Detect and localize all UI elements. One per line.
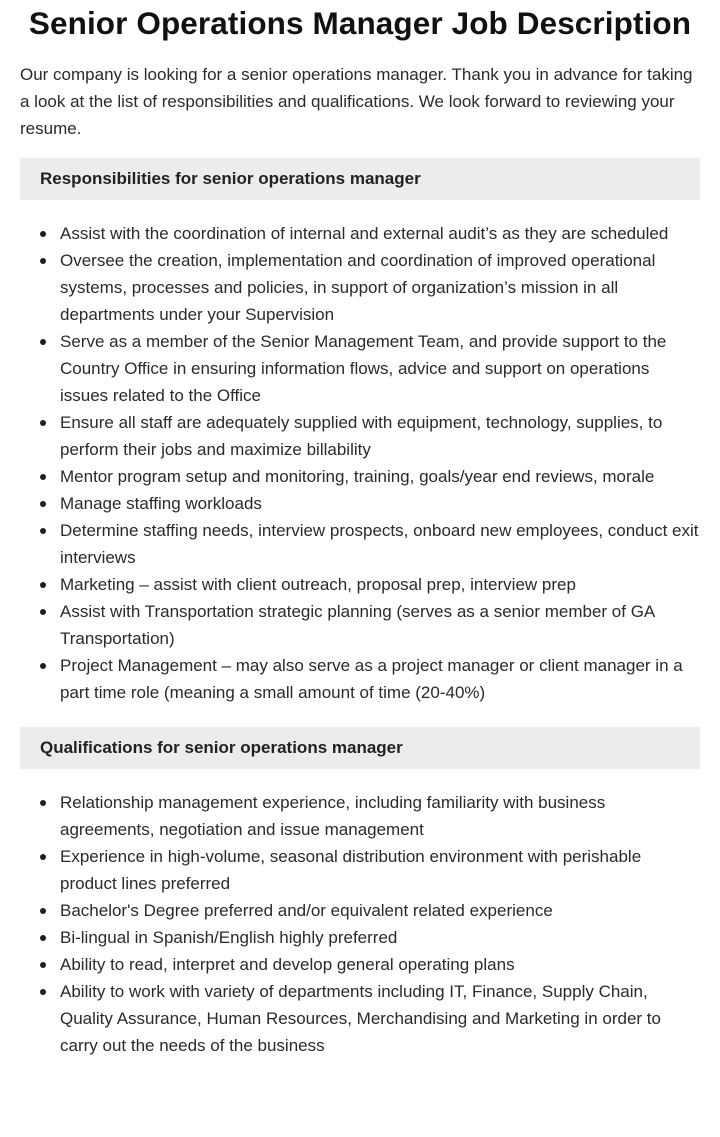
list-item: Relationship management experience, including familiarity with business agreements, negotiation and issue management — [20, 789, 700, 843]
list-item: Serve as a member of the Senior Management Team, and provide support to the Country Office in ensuring information flows, advice and support on operations issues related to the Office — [20, 328, 700, 409]
list-item: Bachelor's Degree preferred and/or equivalent related experience — [20, 897, 700, 924]
list-item: Ability to work with variety of departments including IT, Finance, Supply Chain, Quality Assurance, Human Resources, Merchandising and Marketing in order to carry out the needs of the business — [20, 978, 700, 1059]
list-item: Determine staffing needs, interview prospects, onboard new employees, conduct exit interviews — [20, 517, 700, 571]
list-item: Oversee the creation, implementation and coordination of improved operational systems, processes and policies, in support of organization’s mission in all departments under your Supervision — [20, 247, 700, 328]
responsibilities-heading: Responsibilities for senior operations manager — [20, 158, 700, 200]
list-item: Manage staffing workloads — [20, 490, 700, 517]
list-item: Bi-lingual in Spanish/English highly preferred — [20, 924, 700, 951]
list-item: Project Management – may also serve as a project manager or client manager in a part time role (meaning a small amount of time (20-40%) — [20, 652, 700, 706]
list-item: Mentor program setup and monitoring, training, goals/year end reviews, morale — [20, 463, 700, 490]
list-item: Assist with the coordination of internal and external audit’s as they are scheduled — [20, 220, 700, 247]
list-item: Marketing – assist with client outreach, proposal prep, interview prep — [20, 571, 700, 598]
list-item: Ability to read, interpret and develop general operating plans — [20, 951, 700, 978]
intro-paragraph: Our company is looking for a senior operations manager. Thank you in advance for taking a look at the list of responsibilities and qualifications. We look forward to reviewing your resume. — [20, 65, 693, 138]
qualifications-list — [20, 789, 700, 1059]
qualifications-heading: Qualifications for senior operations manager — [20, 727, 700, 769]
list-item: Assist with Transportation strategic planning (serves as a senior member of GA Transportation) — [20, 598, 700, 652]
list-item: Ensure all staff are adequately supplied with equipment, technology, supplies, to perform their jobs and maximize billability — [20, 409, 700, 463]
page-title: Senior Operations Manager Job Description — [28, 5, 692, 41]
list-item: Experience in high-volume, seasonal distribution environment with perishable product lines preferred — [20, 843, 700, 897]
responsibilities-list — [20, 220, 700, 706]
